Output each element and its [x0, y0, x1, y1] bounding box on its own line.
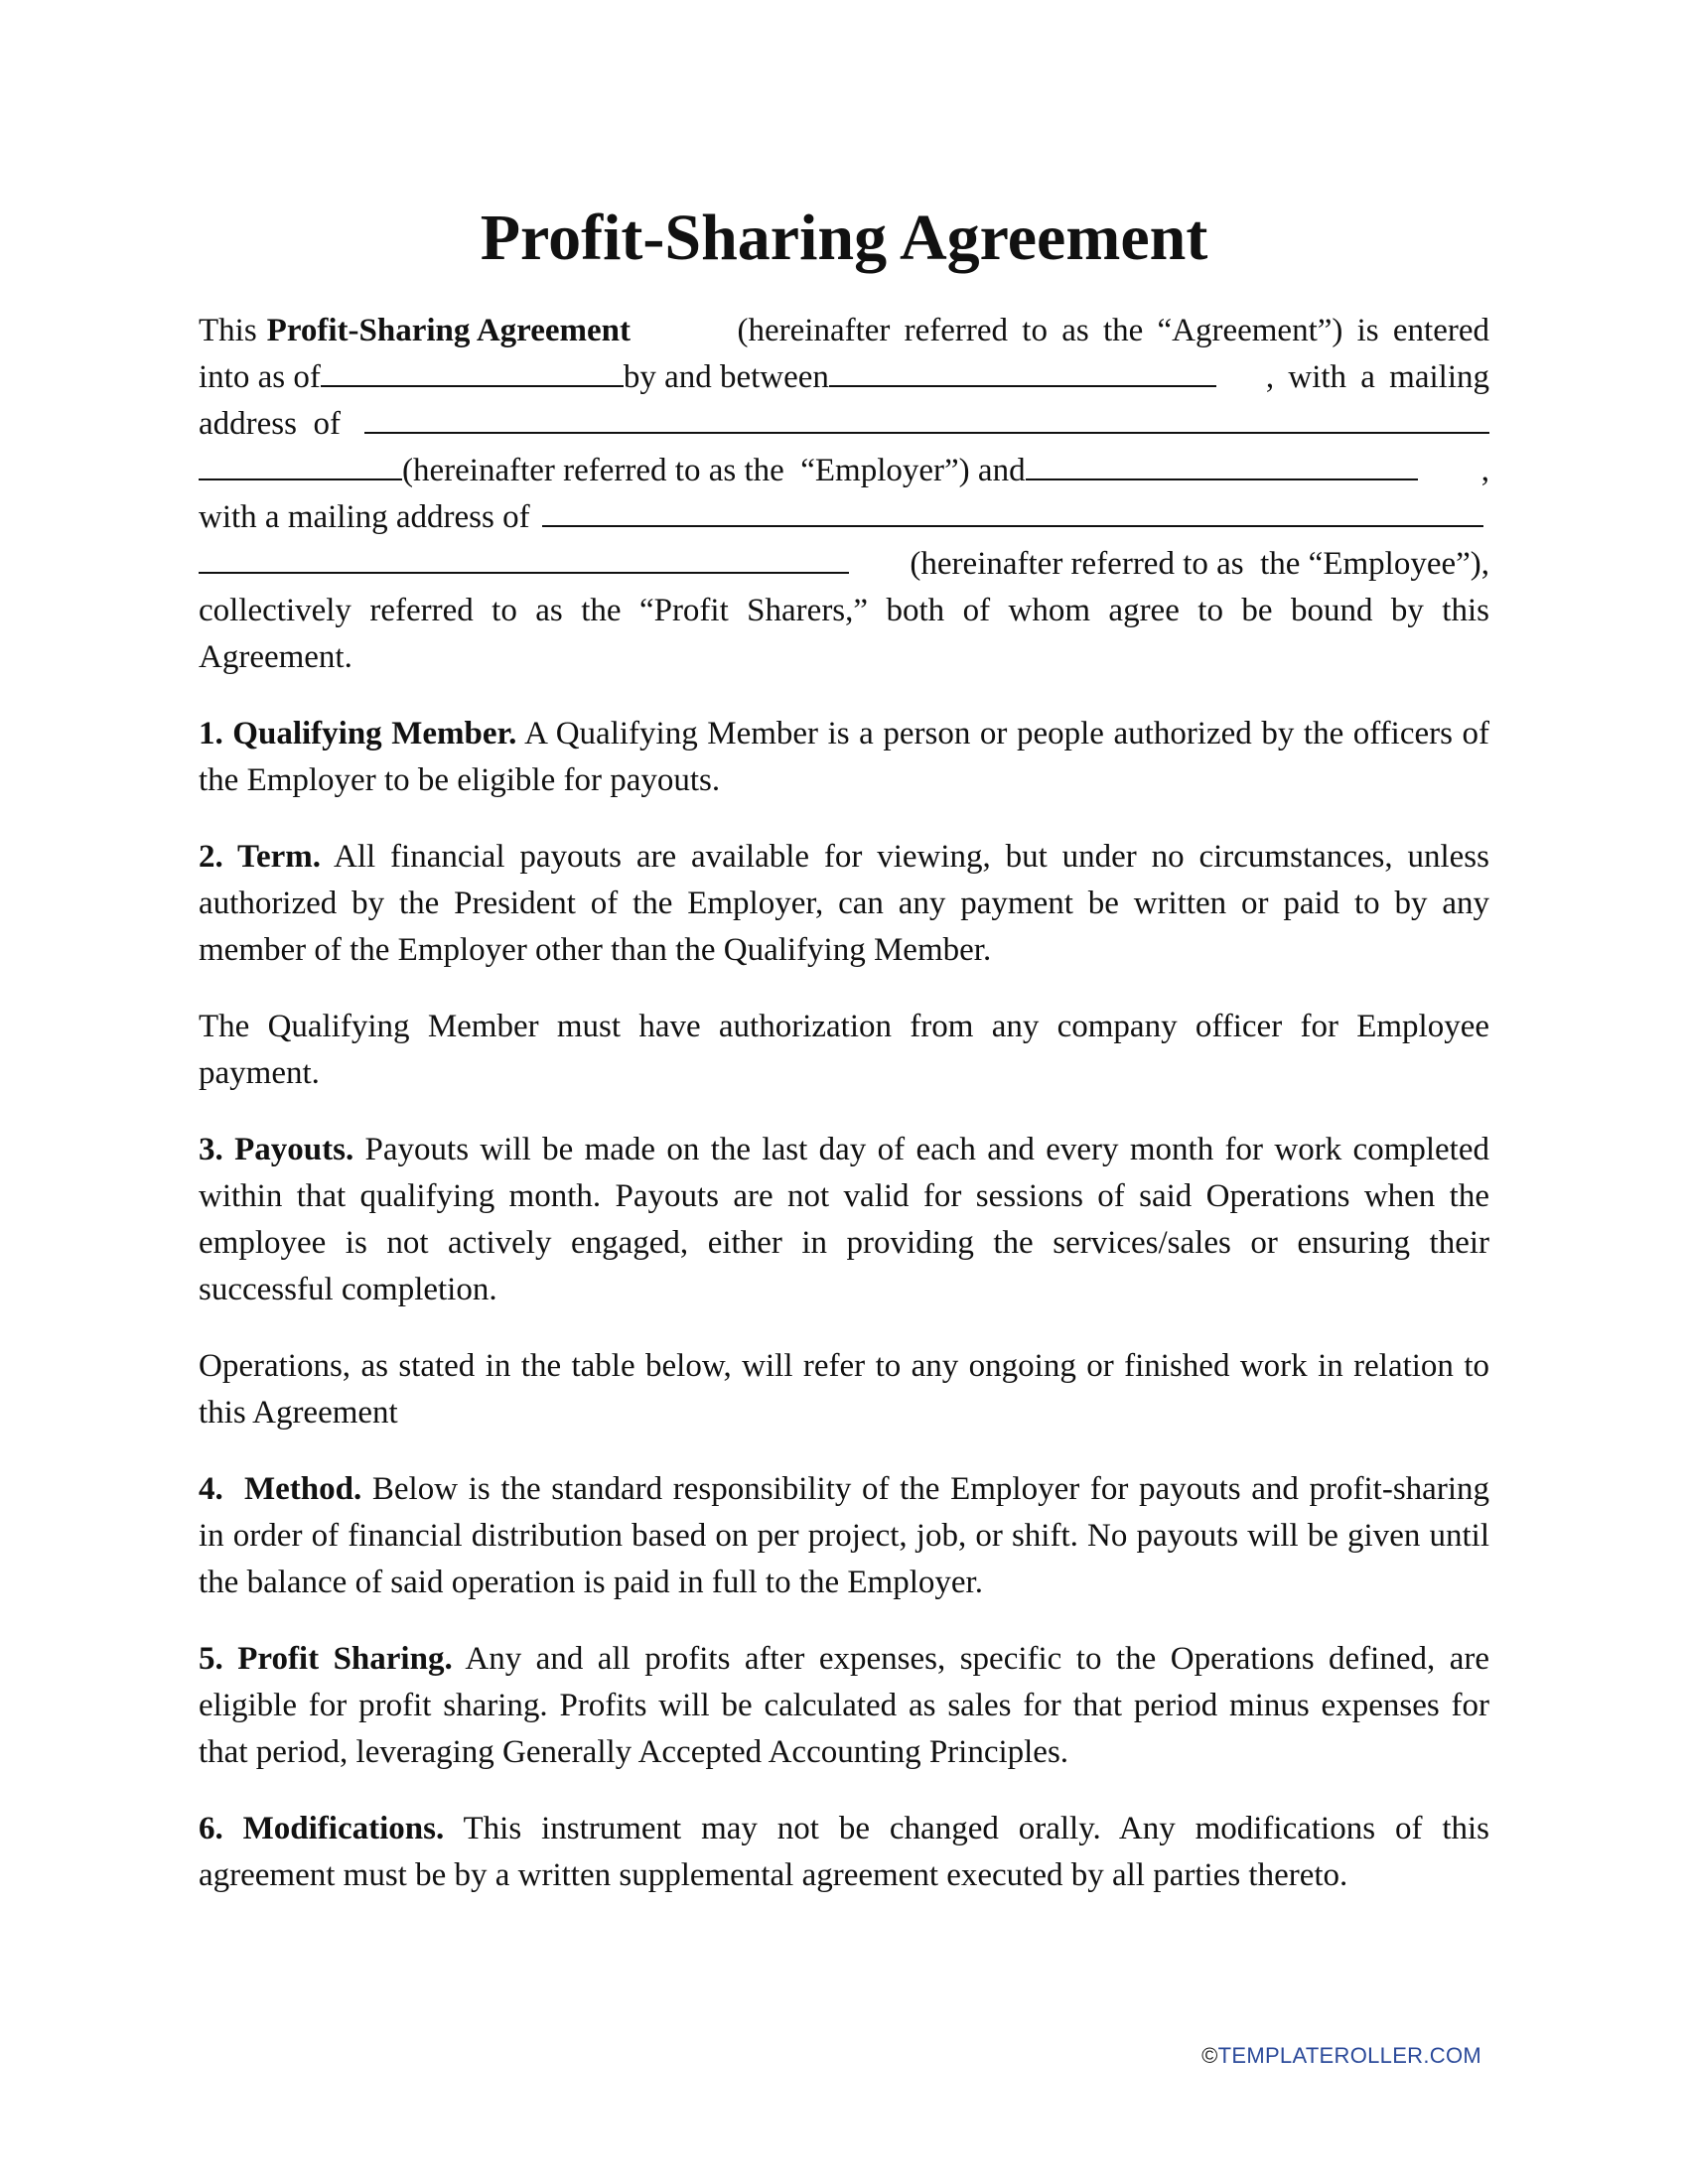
- intro-line-2: [199, 354, 1489, 401]
- intro-with-mailing-address-of: with a mailing address of: [199, 499, 530, 535]
- section-heading: 1. Qualifying Member.: [199, 716, 517, 751]
- intro-line-1: [199, 308, 1489, 354]
- section-heading: 3. Payouts.: [199, 1132, 354, 1167]
- section-body: Payouts will be made on the last day of each and every month for work completed within that qualifying month. Payouts are not valid for sessions of said Operations when the employee is not actively engaged, either in providing the services/sales or ensuring their successful completion.: [199, 1132, 1489, 1307]
- intro-line-3: [199, 401, 1489, 448]
- document-body: [199, 308, 1489, 1929]
- effective-date-blank[interactable]: [321, 355, 624, 387]
- intro-comma: ,: [1480, 453, 1489, 488]
- document-title: Profit-Sharing Agreement: [480, 202, 1208, 274]
- intro-address-of: address of: [199, 406, 341, 442]
- section-heading: 4. Method.: [199, 1471, 362, 1507]
- section-modifications: [199, 1806, 1489, 1899]
- footer-site[interactable]: TEMPLATEROLLER.COM: [1217, 2043, 1481, 2068]
- section-heading: 6. Modifications.: [199, 1811, 445, 1846]
- intro-line1-rest: (hereinafter referred to as the “Agreement”) is entered: [737, 313, 1489, 348]
- term-authorization-note: [199, 1004, 1489, 1097]
- intro-line-6: [199, 541, 1489, 588]
- employer-name-blank[interactable]: [829, 355, 1216, 387]
- section-body: Any and all profits after expenses, specific to the Operations defined, are eligible for profit sharing. Profits will be calculated as sales for that period minus expenses for that period, leveraging Generally Accepted Accounting Principles.: [199, 1641, 1489, 1770]
- intro-employer-ref: (hereinafter referred to as the “Employer”) and: [402, 453, 1026, 488]
- copyright-icon: ©: [1201, 2043, 1218, 2068]
- employee-name-blank[interactable]: [1026, 449, 1418, 480]
- intro-employee-ref: (hereinafter referred to as the “Employee”),: [910, 546, 1489, 582]
- employer-address-blank-1[interactable]: [364, 402, 1489, 434]
- employee-address-blank-1[interactable]: [542, 495, 1483, 527]
- employer-address-blank-2[interactable]: [199, 449, 402, 480]
- intro-into-as-of: into as of: [199, 359, 321, 395]
- intro-this: This: [199, 313, 257, 348]
- intro-collectively: collectively referred to as the “Profit Sharers,” both of whom agree to be bound by this Agreement.: [199, 593, 1489, 675]
- section-body: All financial payouts are available for viewing, but under no circumstances, unless authorized by the President of the Employer, can any payment be written or paid to by any member of the Employer other than the Qualifying Member.: [199, 839, 1489, 968]
- section-term: [199, 834, 1489, 974]
- footer-watermark: [1201, 2043, 1481, 2069]
- intro-with-mailing: , with a mailing: [1265, 359, 1489, 395]
- section-qualifying-member: [199, 711, 1489, 804]
- section-heading: 5. Profit Sharing.: [199, 1641, 453, 1677]
- operations-definition: [199, 1343, 1489, 1436]
- section-profit-sharing: [199, 1636, 1489, 1776]
- intro-paragraph: [199, 308, 1489, 681]
- section-body: The Qualifying Member must have authorization from any company officer for Employee payment.: [199, 1009, 1489, 1091]
- intro-line-4: [199, 448, 1489, 494]
- section-method: [199, 1466, 1489, 1606]
- section-body: This instrument may not be changed orally. Any modifications of this agreement must be by a written supplemental agreement executed by all parties thereto.: [199, 1811, 1489, 1893]
- employee-address-blank-2[interactable]: [199, 542, 849, 574]
- section-body: Below is the standard responsibility of the Employer for payouts and profit-sharing in order of financial distribution based on per project, job, or shift. No payouts will be given until the balance of said operation is paid in full to the Employer.: [199, 1471, 1489, 1600]
- section-heading: 2. Term.: [199, 839, 322, 875]
- section-payouts: [199, 1127, 1489, 1313]
- section-body: A Qualifying Member is a person or people authorized by the officers of the Employer to be eligible for payouts.: [199, 716, 1489, 798]
- intro-line-5: [199, 494, 1489, 541]
- section-body: Operations, as stated in the table below, will refer to any ongoing or finished work in relation to this Agreement: [199, 1348, 1489, 1431]
- intro-agreement-name: Profit-Sharing Agreement: [266, 313, 631, 348]
- intro-by-and-between: by and between: [623, 359, 829, 395]
